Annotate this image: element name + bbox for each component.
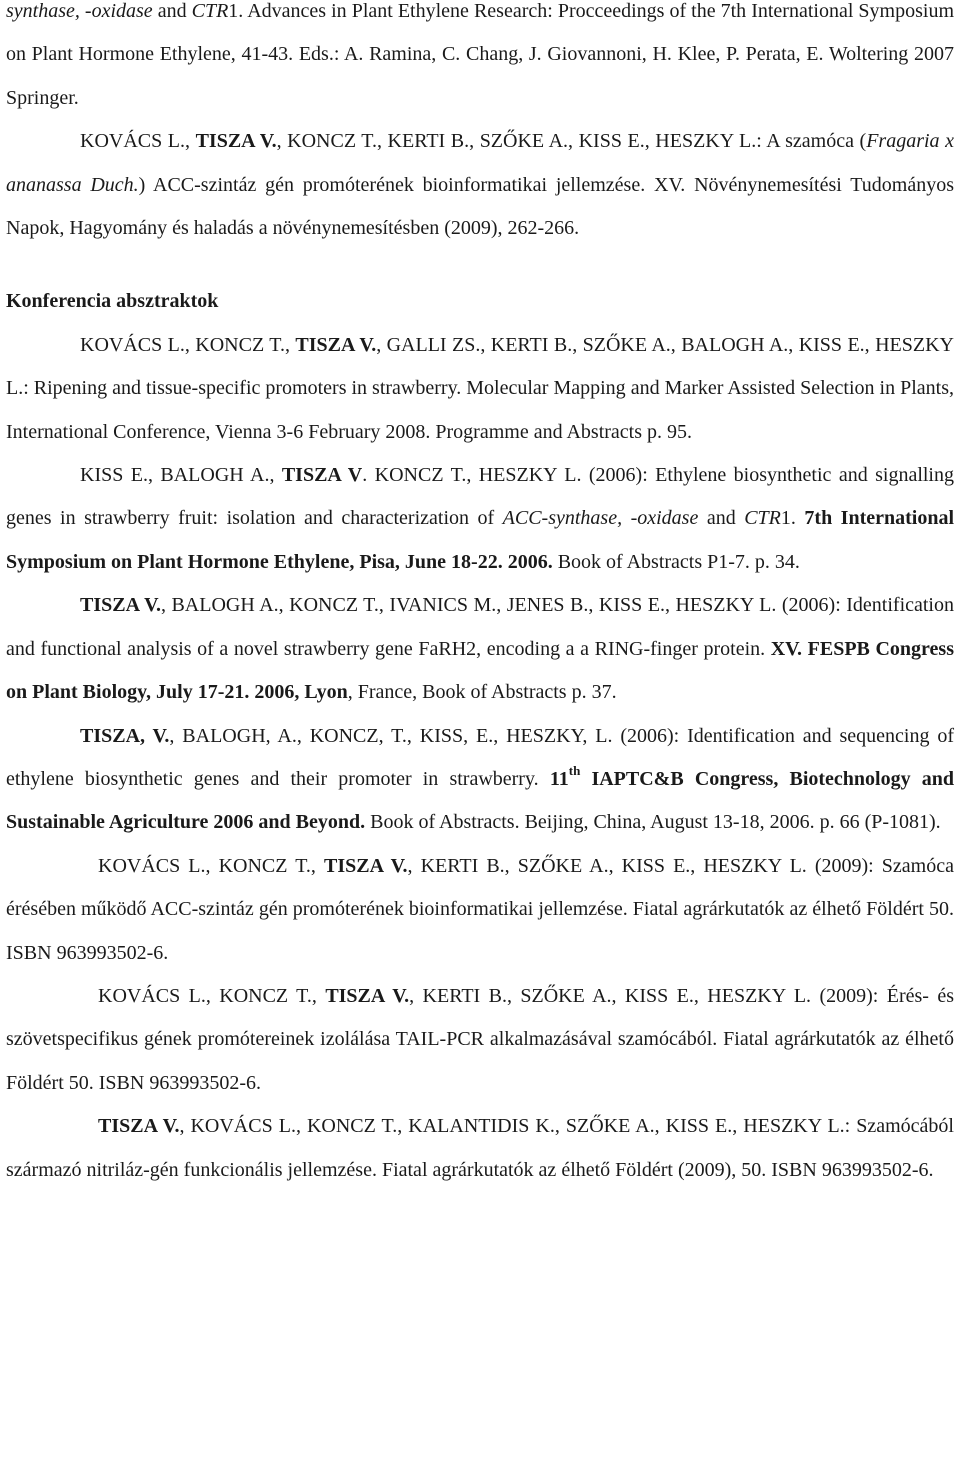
ref-venue-bold: 7th International Symposium on Plant Hormone Ethylene, Pisa, June 18-22. 2006. [6,507,955,573]
ref-superscript: th [568,763,581,779]
ref-text-italic: synthase, -oxidase [6,0,153,22]
reference-entry [6,120,954,250]
reference-entry [6,845,954,975]
ref-venue-bold: IAPTC&B Congress, Biotechnology and Sustainable Agriculture 2006 and Beyond. [6,767,954,834]
ref-text: KISS E., BALOGH A., [80,464,282,487]
reference-entry [6,584,954,714]
ref-text: , France, Book of Abstracts p. 37. [347,681,617,704]
ref-text: and [152,0,192,22]
ref-author-bold: TISZA V [281,464,363,487]
ref-text: KOVÁCS L., KONCZ T., [80,333,296,356]
ref-text: , KONCZ T., KERTI B., SZŐKE A., KISS E., HESZKY L.: A szamóca ( [276,130,867,153]
ref-text: . KONCZ T., HESZKY L. (2006): Ethylene biosynthetic and signalling genes in strawberry fruit: isolation and characterization of [6,464,954,530]
ref-text: , KOVÁCS L., KONCZ T., KALANTIDIS K., SZŐKE A., KISS E., HESZKY L.: Szamócából származó nitriláz-gén funkcionális jellemzése. Fiatal agrárkutatók az élhető Földért (2009), 50. ISBN 963993502-6. [6,1115,954,1181]
ref-text-italic: Fragaria x ananassa Duch. [6,130,954,196]
ref-text: , KERTI B., SZŐKE A., KISS E., HESZKY L. (2009): Érés- és szövetspecifikus gének promótereinek izolálása TAIL-PCR alkalmazásával szamócából. Fiatal agrárkutatók az élhető Földért 50. ISBN 963993502-6. [6,984,954,1094]
section-heading: Konferencia absztraktok [6,290,219,313]
ref-text: , BALOGH A., KONCZ T., IVANICS M., JENES B., KISS E., HESZKY L. (2006): Identification and functional analysis of a novel strawberry gene FaRH2, encoding a a RING-finger protein. [6,594,954,660]
ref-text: 1. Advances in Plant Ethylene Research: Procceedings of the 7th International Symposium on Plant Hormone Ethylene, 41-43. Eds.: A. Ramina, C. Chang, J. Giovannoni, H. Klee, P. Perata, E. Woltering 2007 Springer. [6,0,954,109]
reference-entry [6,715,954,845]
ref-text: KOVÁCS L., KONCZ T., [98,854,324,877]
ref-text: 1. [780,507,805,530]
ref-text-italic: ACC-synthase, -oxidase [502,507,699,530]
ref-venue-bold: 11 [549,767,569,790]
reference-entry [6,324,954,454]
ref-author-bold: TISZA, V. [80,724,170,747]
reference-entry [6,975,954,1105]
ref-venue-bold: XV. FESPB Congress on Plant Biology, July 17-21. 2006, Lyon [6,637,954,704]
ref-text-italic: CTR [744,507,781,530]
ref-text: KOVÁCS L., [80,130,196,153]
reference-entry [6,1105,954,1192]
ref-author-bold: TISZA V. [295,333,377,356]
ref-text: , GALLI ZS., KERTI B., SZŐKE A., BALOGH A., KISS E., HESZKY L.: Ripening and tissue-specific promoters in strawberry. Molecular Mapping and Marker Assisted Selection in Plants, International Conference, Vienna 3-6 February 2008. Programme and Abstracts p. 95. [6,333,954,443]
ref-text: Book of Abstracts. Beijing, China, August 13-18, 2006. p. 66 (P-1081). [365,811,941,834]
ref-author-bold: TISZA V. [80,594,161,617]
ref-text: Book of Abstracts P1-7. p. 34. [552,550,800,573]
ref-author-bold: TISZA V. [325,984,410,1007]
ref-text: KOVÁCS L., KONCZ T., [98,984,326,1007]
ref-author-bold: TISZA V. [195,130,277,153]
reference-entry [6,0,954,120]
ref-text: , KERTI B., SZŐKE A., KISS E., HESZKY L. (2009): Szamóca érésében működő ACC-szintáz gén promóterének bioinformatikai jellemzése. Fiatal agrárkutatók az élhető Földért 50. ISBN 963993502-6. [6,854,954,964]
ref-text: and [698,507,745,530]
reference-entry [6,454,954,584]
ref-text: , BALOGH, A., KONCZ, T., KISS, E., HESZKY, L. (2006): Identification and sequencing of ethylene biosynthetic genes and their promoter in strawberry. [6,724,954,790]
ref-text-italic: CTR [191,0,229,22]
ref-text: ) ACC-szintáz gén promóterének bioinformatikai jellemzése. XV. Növénynemesítési Tudományos Napok, Hagyomány és haladás a növénynemesítésben (2009), 262-266. [6,173,954,240]
ref-author-bold: TISZA V. [98,1115,180,1138]
ref-author-bold: TISZA V. [324,854,408,877]
